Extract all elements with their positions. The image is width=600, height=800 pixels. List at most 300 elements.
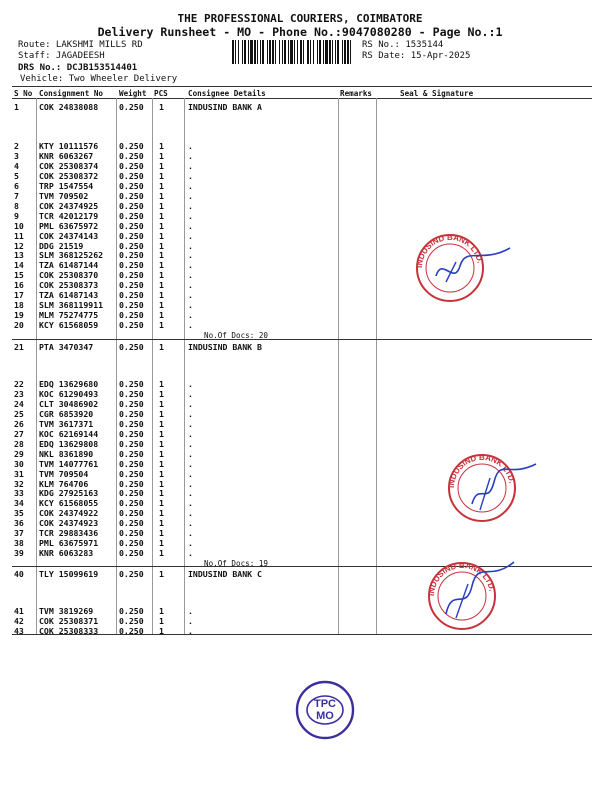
row-consignee: . (188, 379, 193, 389)
row-consignment-no: EDQ 13629680 (39, 379, 99, 389)
row-consignment-no: COK 24374143 (39, 230, 99, 241)
row-pcs: 1 (159, 379, 164, 389)
row-consignment-no: KNR 6063267 (39, 150, 94, 161)
barcode-bar (269, 40, 271, 64)
row-consignment-no: TLY 15099619 (39, 569, 99, 579)
row-consignee: . (188, 310, 193, 321)
row-consignee: . (188, 160, 193, 171)
table-row (0, 201, 600, 211)
row-serial: 13 (14, 250, 24, 261)
row-serial: 30 (14, 458, 24, 469)
row-consignee: . (188, 210, 193, 221)
row-weight: 0.250 (119, 280, 144, 291)
row-consignee: . (188, 458, 193, 469)
row-serial: 38 (14, 538, 24, 549)
barcode-bar (250, 40, 253, 64)
stamp-text: INDUSIND BANK LTD. (446, 452, 517, 489)
row-serial: 2 (14, 141, 19, 151)
row-weight: 0.250 (119, 240, 144, 251)
table-row (0, 379, 600, 389)
row-consignment-no: COK 25308370 (39, 270, 99, 281)
barcode-bar (267, 40, 268, 64)
row-serial: 42 (14, 615, 24, 626)
barcode-bar (260, 40, 261, 64)
row-consignee: . (188, 141, 193, 151)
row-consignment-no: SLM 368119911 (39, 300, 104, 311)
row-pcs: 1 (159, 468, 164, 479)
col-pcs: PCS (154, 89, 168, 98)
row-consignee: . (188, 448, 193, 459)
row-consignment-no: KOC 61290493 (39, 388, 99, 399)
row-weight: 0.250 (119, 379, 144, 389)
row-consignee: . (188, 518, 193, 529)
row-serial: 26 (14, 418, 24, 429)
row-weight: 0.250 (119, 478, 144, 489)
col-consignment: Consignment No (39, 89, 104, 98)
row-weight: 0.250 (119, 180, 144, 191)
row-weight: 0.250 (119, 569, 144, 579)
row-serial: 9 (14, 210, 19, 221)
row-serial: 6 (14, 180, 19, 191)
row-serial: 7 (14, 190, 19, 201)
row-serial: 43 (14, 625, 24, 636)
row-pcs: 1 (159, 210, 164, 221)
row-weight: 0.250 (119, 625, 144, 636)
row-serial: 3 (14, 150, 19, 161)
row-pcs: 1 (159, 190, 164, 201)
barcode (232, 40, 354, 64)
row-weight: 0.250 (119, 408, 144, 419)
row-consignment-no: NKL 8361890 (39, 448, 94, 459)
row-pcs: 1 (159, 300, 164, 311)
row-pcs: 1 (159, 290, 164, 301)
row-consignment-no: TVM 3819269 (39, 606, 94, 616)
row-pcs: 1 (159, 569, 164, 579)
route-label: Route: LAKSHMI MILLS RD (18, 40, 143, 50)
header-bottom-rule (12, 98, 592, 99)
table-row (0, 389, 600, 399)
row-weight: 0.250 (119, 468, 144, 479)
barcode-bar (279, 40, 280, 64)
row-consignment-no: EDQ 13629808 (39, 438, 99, 449)
svg-text:INDUSIND BANK LTD. (427, 561, 497, 596)
row-pcs: 1 (159, 498, 164, 509)
row-weight: 0.250 (119, 508, 144, 519)
row-serial: 39 (14, 548, 24, 559)
row-weight: 0.250 (119, 250, 144, 261)
group-consignee-name: INDUSIND BANK A (188, 102, 262, 112)
row-consignment-no: COK 25308371 (39, 615, 99, 626)
row-consignment-no: TVM 3617371 (39, 418, 94, 429)
rs-number: RS No.: 1535144 (362, 40, 444, 50)
group-separator (12, 339, 592, 340)
header-top-rule (12, 86, 592, 87)
row-consignment-no: COK 25308333 (39, 625, 99, 636)
no-of-docs: No.Of Docs: 19 (204, 559, 269, 569)
col-weight: Weight (119, 89, 147, 98)
row-consignee: . (188, 230, 193, 241)
barcode-bar (303, 40, 304, 64)
page-title: THE PROFESSIONAL COURIERS, COIMBATORE (177, 12, 423, 25)
row-pcs: 1 (159, 230, 164, 241)
row-serial: 36 (14, 518, 24, 529)
row-weight: 0.250 (119, 260, 144, 271)
row-consignee: . (188, 488, 193, 499)
row-consignment-no: TVM 14077761 (39, 458, 99, 469)
rs-date: RS Date: 15-Apr-2025 (362, 51, 471, 61)
table-row (0, 181, 600, 191)
row-pcs: 1 (159, 310, 164, 321)
barcode-bar (272, 40, 274, 64)
row-pcs: 1 (159, 200, 164, 211)
bank-stamp-c (416, 556, 530, 642)
bank-stamp-b (432, 448, 546, 534)
barcode-bar (297, 40, 298, 64)
row-consignee: . (188, 270, 193, 281)
row-consignee: . (188, 290, 193, 301)
row-serial: 31 (14, 468, 24, 479)
row-serial: 37 (14, 528, 24, 539)
row-pcs: 1 (159, 606, 164, 616)
row-serial: 1 (14, 102, 19, 112)
row-weight: 0.250 (119, 428, 144, 439)
table-row (0, 161, 600, 171)
barcode-bar (294, 40, 295, 64)
barcode-bar (300, 40, 302, 64)
row-consignment-no: KLM 764706 (39, 478, 89, 489)
row-consignment-no: DDG 21519 (39, 240, 84, 251)
row-pcs: 1 (159, 548, 164, 559)
row-pcs: 1 (159, 388, 164, 399)
barcode-bar (232, 40, 234, 64)
row-weight: 0.250 (119, 438, 144, 449)
row-consignment-no: KDG 27925163 (39, 488, 99, 499)
row-consignee: . (188, 280, 193, 291)
row-consignment-no: PML 63675972 (39, 220, 99, 231)
row-weight: 0.250 (119, 606, 144, 616)
row-consignee: . (188, 190, 193, 201)
runsheet-subtitle: Delivery Runsheet - MO - Phone No.:9047080280 - Page No.:1 (97, 25, 503, 39)
row-serial: 19 (14, 310, 24, 321)
row-weight: 0.250 (119, 388, 144, 399)
row-weight: 0.250 (119, 538, 144, 549)
barcode-bar (235, 40, 236, 64)
row-weight: 0.250 (119, 200, 144, 211)
bank-stamp-a (402, 226, 516, 312)
svg-text:INDUSIND BANK LTD. (415, 233, 485, 268)
row-pcs: 1 (159, 615, 164, 626)
table-row (0, 409, 600, 419)
col-seal: Seal & Signature (400, 89, 474, 98)
row-consignee: . (188, 428, 193, 439)
row-consignee: . (188, 220, 193, 231)
row-pcs: 1 (159, 438, 164, 449)
barcode-bar (282, 40, 283, 64)
row-pcs: 1 (159, 170, 164, 181)
row-pcs: 1 (159, 418, 164, 429)
mo-text: MO (316, 710, 334, 722)
row-serial: 22 (14, 379, 24, 389)
row-serial: 16 (14, 280, 24, 291)
row-pcs: 1 (159, 428, 164, 439)
row-pcs: 1 (159, 625, 164, 636)
row-pcs: 1 (159, 160, 164, 171)
row-weight: 0.250 (119, 141, 144, 151)
row-pcs: 1 (159, 398, 164, 409)
barcode-bar (242, 40, 243, 64)
barcode-bar (248, 40, 249, 64)
row-consignee: . (188, 200, 193, 211)
row-pcs: 1 (159, 320, 164, 331)
row-pcs: 1 (159, 180, 164, 191)
row-consignee: . (188, 538, 193, 549)
row-pcs: 1 (159, 458, 164, 469)
row-consignment-no: KOC 62169144 (39, 428, 99, 439)
table-row (0, 419, 600, 429)
row-serial: 14 (14, 260, 24, 271)
row-pcs: 1 (159, 240, 164, 251)
row-pcs: 1 (159, 448, 164, 459)
barcode-bar (323, 40, 324, 64)
group-consignee-name: INDUSIND BANK B (188, 342, 262, 352)
row-weight: 0.250 (119, 150, 144, 161)
row-weight: 0.250 (119, 270, 144, 281)
row-consignee: . (188, 478, 193, 489)
row-pcs: 1 (159, 150, 164, 161)
drs-number: DRS No.: DCJB153514401 (18, 63, 138, 73)
barcode-bar (288, 40, 289, 64)
row-consignment-no: KNR 6063283 (39, 548, 94, 559)
row-consignee: . (188, 150, 193, 161)
row-weight: 0.250 (119, 190, 144, 201)
row-serial: 25 (14, 408, 24, 419)
barcode-bar (332, 40, 333, 64)
barcode-bar (350, 40, 351, 64)
row-weight: 0.250 (119, 342, 144, 352)
row-serial: 18 (14, 300, 24, 311)
barcode-bar (262, 40, 264, 64)
row-consignee: . (188, 625, 193, 636)
table-row (0, 429, 600, 439)
row-consignee: . (188, 408, 193, 419)
barcode-bar (284, 40, 286, 64)
row-consignment-no: CLT 30486902 (39, 398, 99, 409)
row-consignment-no: PTA 3470347 (39, 342, 94, 352)
barcode-bar (275, 40, 276, 64)
row-weight: 0.250 (119, 102, 144, 112)
table-row (0, 342, 600, 352)
row-consignee: . (188, 498, 193, 509)
row-consignment-no: SLM 368125262 (39, 250, 104, 261)
row-serial: 40 (14, 569, 24, 579)
barcode-bar (238, 40, 239, 64)
barcode-bar (307, 40, 309, 64)
row-serial: 32 (14, 478, 24, 489)
row-consignee: . (188, 240, 193, 251)
row-pcs: 1 (159, 538, 164, 549)
row-consignee: . (188, 508, 193, 519)
row-consignee: . (188, 606, 193, 616)
row-consignee: . (188, 388, 193, 399)
row-serial: 35 (14, 508, 24, 519)
barcode-bar (335, 40, 336, 64)
row-pcs: 1 (159, 518, 164, 529)
row-serial: 28 (14, 438, 24, 449)
row-serial: 15 (14, 270, 24, 281)
row-serial: 12 (14, 240, 24, 251)
row-consignment-no: TRP 1547554 (39, 180, 94, 191)
stamp-text: INDUSIND BANK LTD. (426, 560, 497, 597)
row-consignee: . (188, 528, 193, 539)
table-row (0, 538, 600, 548)
row-serial: 4 (14, 160, 19, 171)
row-weight: 0.250 (119, 170, 144, 181)
row-weight: 0.250 (119, 310, 144, 321)
table-row (0, 141, 600, 151)
row-consignment-no: COK 24374925 (39, 200, 99, 211)
table-row (0, 171, 600, 181)
row-weight: 0.250 (119, 448, 144, 459)
row-pcs: 1 (159, 102, 164, 112)
barcode-bar (310, 40, 311, 64)
table-row (0, 102, 600, 112)
signature-stroke (456, 584, 468, 618)
row-serial: 10 (14, 220, 24, 231)
row-consignee: . (188, 398, 193, 409)
row-consignment-no: CGR 6853920 (39, 408, 94, 419)
barcode-bar (254, 40, 256, 64)
row-consignment-no: KTY 10111576 (39, 141, 99, 151)
row-pcs: 1 (159, 478, 164, 489)
row-consignment-no: TVM 709502 (39, 190, 89, 201)
row-weight: 0.250 (119, 398, 144, 409)
row-pcs: 1 (159, 528, 164, 539)
row-pcs: 1 (159, 408, 164, 419)
row-weight: 0.250 (119, 418, 144, 429)
col-sno: S No (14, 89, 33, 98)
row-weight: 0.250 (119, 220, 144, 231)
row-weight: 0.250 (119, 458, 144, 469)
row-consignment-no: KCY 61568055 (39, 498, 99, 509)
row-serial: 17 (14, 290, 24, 301)
row-consignment-no: KCY 61568059 (39, 320, 99, 331)
group-consignee-name: INDUSIND BANK C (188, 569, 262, 579)
row-pcs: 1 (159, 280, 164, 291)
row-consignee: . (188, 300, 193, 311)
row-serial: 8 (14, 200, 19, 211)
vehicle-label: Vehicle: Two Wheeler Delivery (20, 74, 178, 84)
row-pcs: 1 (159, 220, 164, 231)
row-consignment-no: TVM 709504 (39, 468, 89, 479)
row-pcs: 1 (159, 508, 164, 519)
row-consignment-no: COK 25308372 (39, 170, 99, 181)
row-pcs: 1 (159, 250, 164, 261)
row-consignment-no: COK 25308373 (39, 280, 99, 291)
no-of-docs: No.Of Docs: 20 (204, 331, 269, 341)
row-consignee: . (188, 418, 193, 429)
tpc-mo-stamp (294, 679, 356, 741)
stamp-text: INDUSIND BANK LTD. (414, 232, 485, 269)
barcode-bar (313, 40, 314, 64)
row-consignee: . (188, 180, 193, 191)
row-serial: 34 (14, 498, 24, 509)
table-row (0, 191, 600, 201)
table-row (0, 211, 600, 221)
row-serial: 29 (14, 448, 24, 459)
barcode-bar (257, 40, 258, 64)
row-consignment-no: TCR 42012179 (39, 210, 99, 221)
row-consignment-no: TZA 61487143 (39, 290, 99, 301)
row-consignment-no: COK 24838088 (39, 102, 99, 112)
col-remarks: Remarks (340, 89, 373, 98)
barcode-bar (319, 40, 321, 64)
row-serial: 11 (14, 230, 24, 241)
row-serial: 23 (14, 388, 24, 399)
row-serial: 21 (14, 342, 24, 352)
row-consignment-no: COK 24374923 (39, 518, 99, 529)
row-consignment-no: COK 25308374 (39, 160, 99, 171)
row-weight: 0.250 (119, 615, 144, 626)
row-consignment-no: MLM 75274775 (39, 310, 99, 321)
row-weight: 0.250 (119, 498, 144, 509)
tpc-text: TPC (314, 698, 336, 710)
row-consignment-no: COK 24374922 (39, 508, 99, 519)
row-weight: 0.250 (119, 320, 144, 331)
row-pcs: 1 (159, 270, 164, 281)
row-weight: 0.250 (119, 230, 144, 241)
barcode-bar (344, 40, 346, 64)
col-consignee: Consignee Details (188, 89, 266, 98)
barcode-bar (342, 40, 343, 64)
row-consignee: . (188, 468, 193, 479)
row-serial: 20 (14, 320, 24, 331)
table-row (0, 151, 600, 161)
staff-label: Staff: JAGADEESH (18, 51, 105, 61)
barcode-bar (329, 40, 331, 64)
row-pcs: 1 (159, 141, 164, 151)
svg-text:INDUSIND BANK LTD. (447, 453, 517, 488)
barcode-bar (317, 40, 318, 64)
row-weight: 0.250 (119, 528, 144, 539)
row-consignment-no: TZA 61487144 (39, 260, 99, 271)
barcode-bar (337, 40, 339, 64)
row-consignee: . (188, 615, 193, 626)
row-weight: 0.250 (119, 488, 144, 499)
barcode-bar (290, 40, 293, 64)
row-consignee: . (188, 438, 193, 449)
barcode-bar (347, 40, 349, 64)
row-consignee: . (188, 260, 193, 271)
row-consignee: . (188, 170, 193, 181)
row-consignee: . (188, 250, 193, 261)
row-weight: 0.250 (119, 548, 144, 559)
row-pcs: 1 (159, 488, 164, 499)
row-pcs: 1 (159, 260, 164, 271)
row-serial: 33 (14, 488, 24, 499)
row-weight: 0.250 (119, 518, 144, 529)
barcode-bar (325, 40, 328, 64)
row-consignee: . (188, 320, 193, 331)
row-pcs: 1 (159, 342, 164, 352)
table-row (0, 399, 600, 409)
row-serial: 24 (14, 398, 24, 409)
row-weight: 0.250 (119, 160, 144, 171)
row-consignment-no: PML 63675971 (39, 538, 99, 549)
row-consignment-no: TCR 29883436 (39, 528, 99, 539)
table-row (0, 320, 600, 330)
barcode-bar (244, 40, 246, 64)
row-serial: 27 (14, 428, 24, 439)
